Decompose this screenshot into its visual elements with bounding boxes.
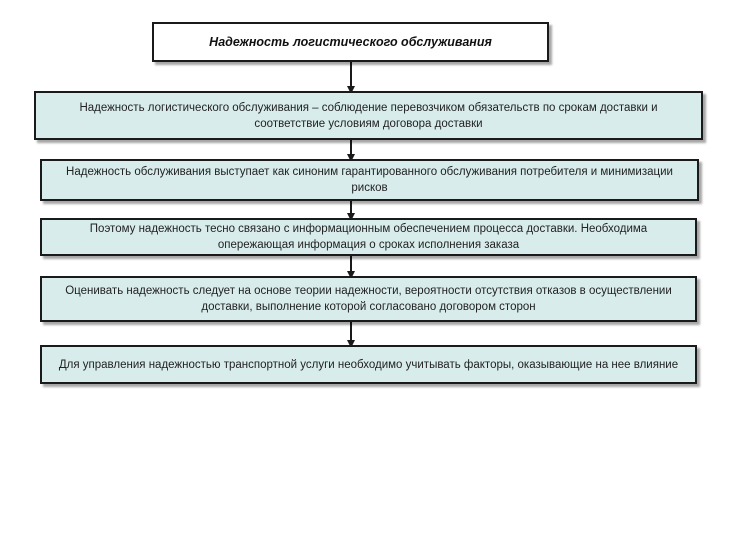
step-box-1 (34, 91, 703, 140)
diagram-title-text: Надежность логистического обслуживания (209, 35, 492, 49)
step-box-5 (40, 345, 697, 384)
step-text-2: Надежность обслуживания выступает как синоним гарантированного обслуживания потребителя и минимизации рисков (66, 166, 673, 194)
step-box-2 (40, 159, 699, 201)
step-box-4 (40, 276, 697, 322)
diagram-title (152, 22, 549, 62)
step-text-3: Поэтому надежность тесно связано с информационным обеспечением процесса доставки. Необходима опережающая информация о сроках исполнения заказа (89, 223, 648, 251)
step-text-5: Для управления надежностью транспортной услуги необходимо учитывать факторы, оказывающие на нее влияние (58, 358, 679, 371)
step-text-1: Надежность логистического обслуживания – соблюдение перевозчиком обязательств по срокам доставки и соответствие условиям договора доставки (79, 101, 658, 130)
step-box-3 (40, 218, 697, 256)
step-text-4: Оценивать надежность следует на основе теории надежности, вероятности отсутствия отказов в осуществлении доставки, выполнение которой согласовано договором сторон (65, 285, 672, 313)
